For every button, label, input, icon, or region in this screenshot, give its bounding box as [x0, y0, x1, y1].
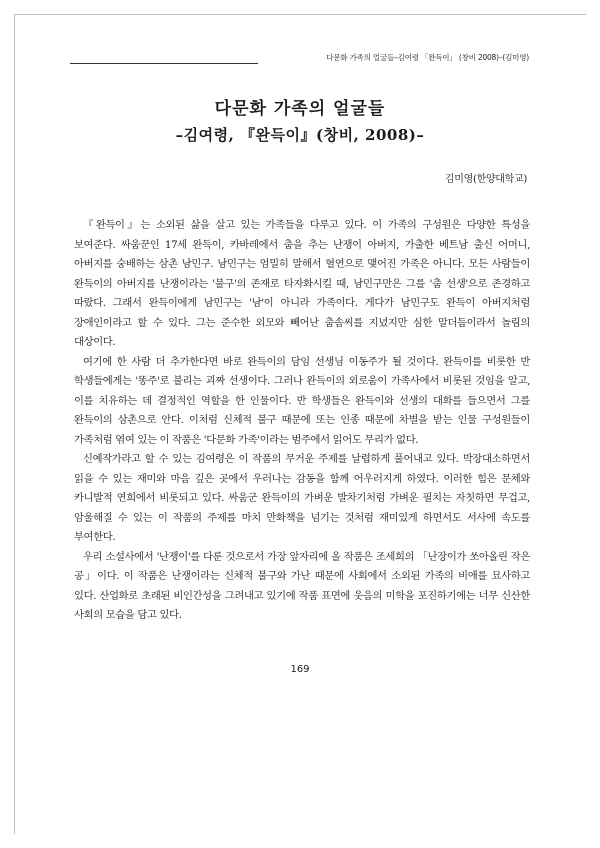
- paragraph: 『완득이』는 소외된 삶을 살고 있는 가족들을 다루고 있다. 이 가족의 구성원은 다양한 특성을 보여준다. 싸움꾼인 17세 완득이, 카바레에서 춤을 추는 난쟁이 아버지, 가출한 베트남 출신 어머니, 아버지를 숭배하는 삼촌 남민구. 남민구는 엄밀히 말해서 혈연으로 맺어진 가족은 아니다. 모든 사람들이 완득이의 아버지를 난쟁이라는 '불구'의 존재로 타자화시킬 때, 남민구만은 그를 '춤 선생'으로 존경하고 따랐다. 그래서 완득이에게 남민구는 '남'이 아니라 가족이다. 게다가 남민구도 완득이 아버지처럼 장애인이라고 할 수 있다. 그는 준수한 외모와 빼어난 춤솜씨를 지녔지만 심한 말더듬이라서 놀림의 대상이다.: [74, 219, 530, 348]
- header-rule: [70, 63, 258, 64]
- page-number: 169: [290, 664, 310, 675]
- running-header-text: 다문화 가족의 얼굴들–김여령 「완득이」 (창비 2008)–(김미영): [326, 53, 529, 62]
- paragraph: 신예작가라고 할 수 있는 김여령은 이 작품의 무거운 주제를 날렵하게 풀어내고 있다. 박장대소하면서 읽을 수 있는 재미와 마음 깊은 곳에서 우러나는 감동을 함께 어우러지게 하였다. 이러한 힘은 문체와 카니발적 연희에서 비롯되고 있다. 싸움군 완득이의 가벼운 발차기처럼 가벼운 필치는 자칫하면 무겁고, 암울해질 수 있는 이 작품의 주제를 마치 만화책을 넘기는 것처럼 재미있게 하면서도 서사에 속도를 부여한다.: [74, 453, 530, 543]
- paragraph: 여기에 한 사람 더 추가한다면 바로 완득이의 담임 선생님 이동주가 될 것이다. 완득이를 비롯한 반 학생들에게는 '똥주'로 불리는 괴짜 선생이다. 그러나 완득이의 외로움이 가족사에서 비롯된 것임을 알고, 이를 치유하는 데 결정적인 역할을 한 인물이다. 반 학생들은 완득이와 선생의 대화를 들으면서 그를 완득이의 삼촌으로 안다. 이처럼 신체적 불구 때문에 또는 인종 때문에 차별을 받는 인물 구성원들이 가족처럼 엮여 있는 이 작품은 '다문화 가족'이라는 범주에서 읽어도 무리가 없다.: [74, 355, 530, 446]
- author-byline: 김미영(한양대학교): [444, 174, 527, 185]
- paragraph: 우리 소설사에서 '난쟁이'를 다룬 것으로서 가장 앞자리에 올 작품은 조세희의 「난장이가 쏘아올린 작은 공」이다. 이 작품은 난쟁이라는 신체적 불구와 가난 때문에 사회에서 소외된 가족의 비애를 묘사하고 있다. 산업화로 초래된 비인간성을 그려내고 있기에 작품 표면에 웃음의 미학을 포진하기에는 너무 신산한 사회의 모습을 담고 있다.: [74, 550, 530, 621]
- running-header: [70, 52, 529, 66]
- article-title: 다문화 가족의 얼굴들: [214, 99, 386, 119]
- article-body: [74, 216, 530, 626]
- article-subtitle: –김여령, 『완득이』(창비, 2008)–: [175, 126, 425, 144]
